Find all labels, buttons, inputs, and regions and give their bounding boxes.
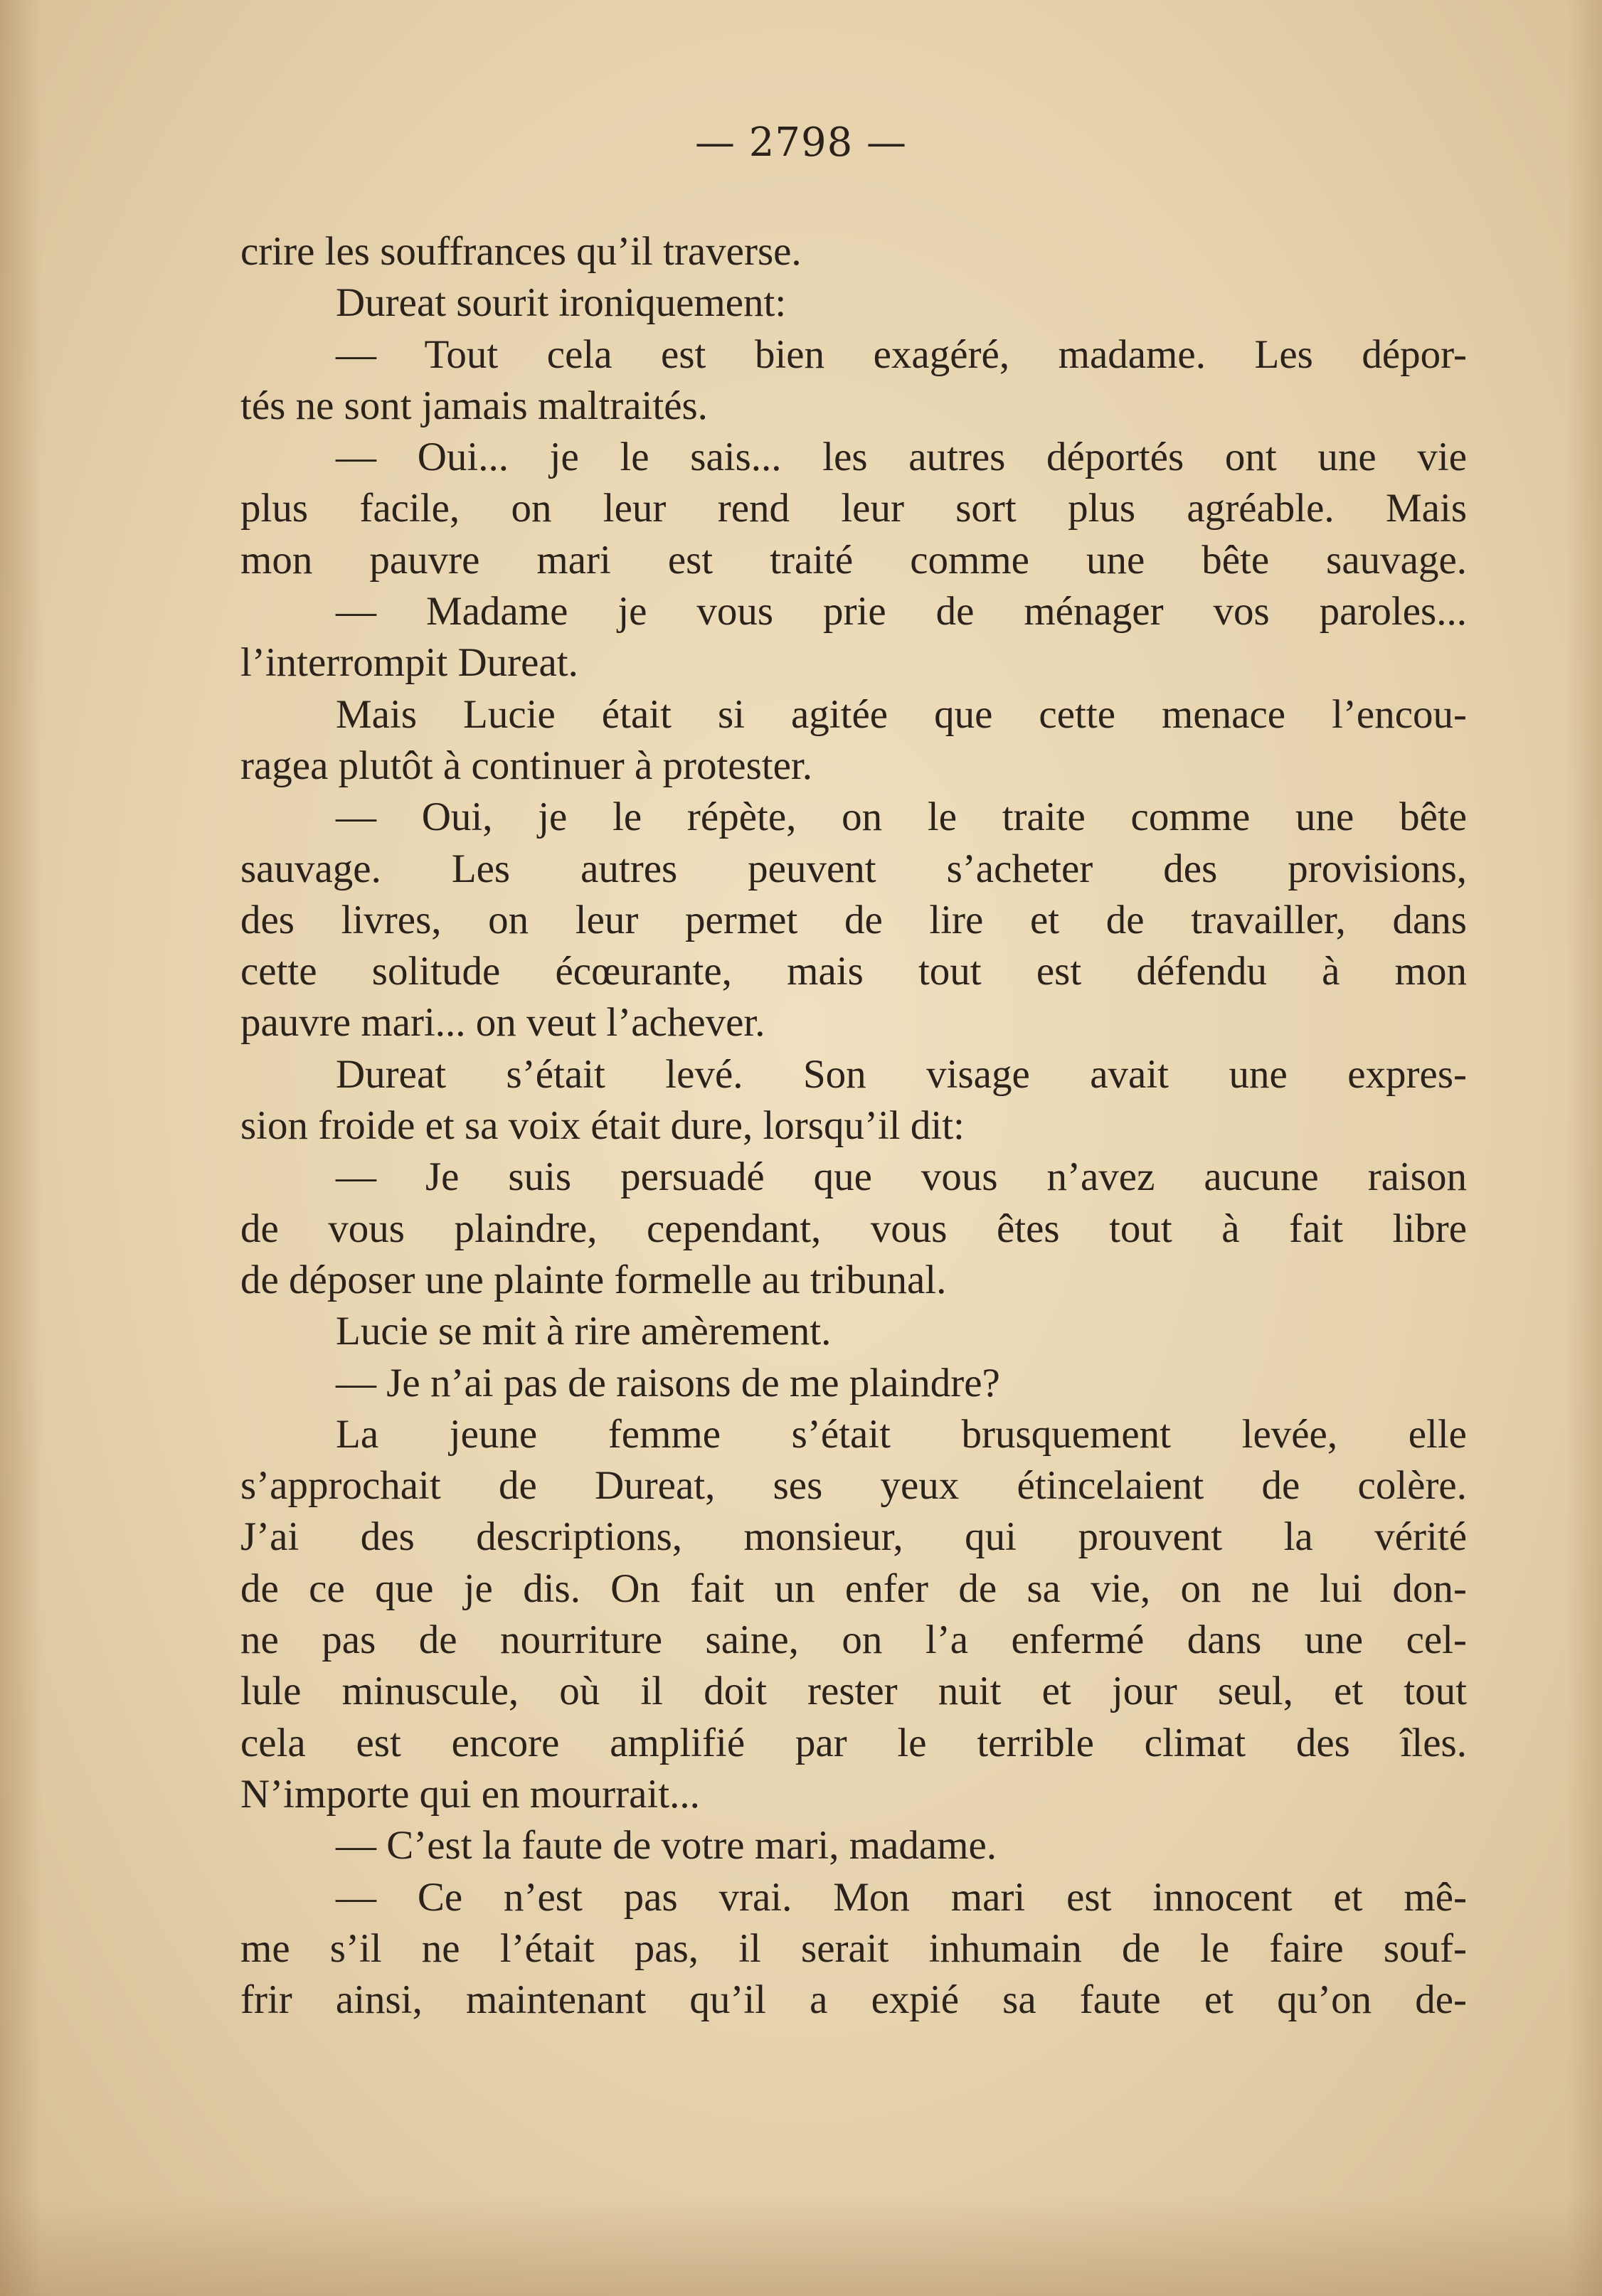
text-line: Mais Lucie était si agitée que cette menace l’encou-	[336, 691, 1467, 737]
text-line: — Tout cela est bien exagéré, madame. Les dépor-	[336, 331, 1467, 377]
text-line: Lucie se mit à rire amèrement.	[336, 1309, 832, 1354]
text-line: — Oui... je le sais... les autres déportés ont une vie	[336, 435, 1467, 480]
text-line: de déposer une plainte formelle au tribunal.	[240, 1257, 947, 1302]
text-line: de vous plaindre, cependant, vous êtes tout à fait libre	[240, 1206, 1467, 1251]
text-line: s’approchait de Dureat, ses yeux étincelaient de colère.	[240, 1463, 1467, 1509]
text-line: — Je suis persuadé que vous n’avez aucune raison	[336, 1154, 1467, 1200]
page-edge-shadow-bottom	[0, 2196, 1602, 2296]
text-line: plus facile, on leur rend leur sort plus agréable. Mais	[240, 486, 1467, 531]
text-line: lule minuscule, où il doit rester nuit et jour seul, et tout	[240, 1669, 1467, 1714]
text-line: — C’est la faute de votre mari, madame.	[336, 1823, 997, 1869]
text-line: La jeune femme s’était brusquement levée, elle	[336, 1411, 1467, 1457]
text-line: tés ne sont jamais maltraités.	[240, 383, 708, 428]
text-line: crire les souffrances qu’il traverse.	[240, 229, 802, 274]
text-line: Dureat sourit ironiquement:	[336, 280, 787, 326]
page-edge-shadow-right	[1566, 0, 1602, 2296]
text-line: J’ai des descriptions, monsieur, qui prouvent la vérité	[240, 1514, 1467, 1560]
text-line: sion froide et sa voix était dure, lorsqu’il dit:	[240, 1103, 965, 1149]
text-line: cette solitude écœurante, mais tout est défendu à mon	[240, 949, 1467, 994]
text-line: des livres, on leur permet de lire et de travailler, dans	[240, 897, 1467, 942]
text-line: ragea plutôt à continuer à protester.	[240, 743, 813, 788]
text-line: pauvre mari... on veut l’achever.	[240, 1000, 765, 1046]
text-line: de ce que je dis. On fait un enfer de sa vie, on ne lui don-	[240, 1566, 1467, 1611]
text-line: frir ainsi, maintenant qu’il a expié sa faute et qu’on de-	[240, 1977, 1467, 2023]
text-line: N’importe qui en mourrait...	[240, 1771, 700, 1817]
text-line: mon pauvre mari est traité comme une bête sauvage.	[240, 537, 1467, 583]
page-number: — 2798 —	[694, 119, 908, 166]
text-line: — Oui, je le répète, on le traite comme une bête	[336, 794, 1467, 840]
page-edge-shadow-left	[0, 0, 43, 2296]
text-line: ne pas de nourriture saine, on l’a enfermé dans une cel-	[240, 1617, 1467, 1663]
text-line: — Madame je vous prie de ménager vos paroles...	[336, 589, 1467, 634]
text-line: l’interrompit Dureat.	[240, 640, 578, 686]
text-line: me s’il ne l’était pas, il serait inhumain de le faire souf-	[240, 1925, 1467, 1971]
body-text	[240, 226, 1467, 2026]
text-line: sauvage. Les autres peuvent s’acheter des provisions,	[240, 846, 1467, 891]
text-line: Dureat s’était levé. Son visage avait une expres-	[336, 1051, 1467, 1097]
text-line: — Ce n’est pas vrai. Mon mari est innocent et mê-	[336, 1874, 1467, 1920]
text-line: — Je n’ai pas de raisons de me plaindre?	[336, 1360, 1000, 1405]
text-line: cela est encore amplifié par le terrible climat des îles.	[240, 1720, 1467, 1765]
